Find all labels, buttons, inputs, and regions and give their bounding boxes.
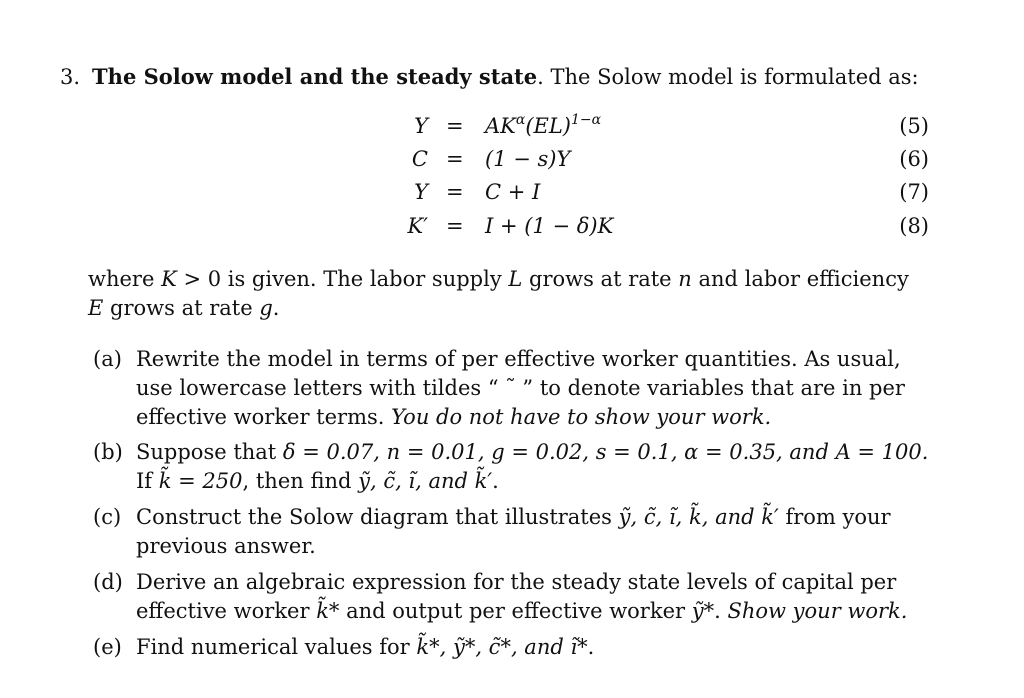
equation-7 (0, 180, 1024, 212)
equation-lhs: Y (414, 114, 428, 138)
equation-number: (5) (899, 114, 929, 138)
equation-number: (7) (899, 180, 929, 204)
equation-lhs: Y (414, 180, 428, 204)
problem-number: 3. (60, 65, 81, 89)
equation-rhs: C + I (485, 180, 541, 204)
equation-number: (6) (899, 147, 929, 171)
part-d (93, 568, 930, 626)
model-description: where K > 0 is given. The labor supply L grows at rate n and labor efficiency E grows at rate g. (88, 267, 909, 320)
part-label: (c) (93, 505, 122, 529)
part-b (93, 438, 930, 496)
equation-rhs: $AK^\alpha(EL)^{1-\alpha}$ (485, 112, 602, 138)
equation-lhs: K′ (407, 214, 428, 238)
equals-sign: = (446, 180, 464, 204)
part-text: Find numerical values for k̃*, ỹ*, c̃*, and ı̃*. (136, 635, 595, 659)
part-e (93, 633, 930, 662)
equals-sign: = (446, 214, 464, 238)
equation-6 (0, 147, 1024, 179)
equation-8 (0, 214, 1024, 246)
problem-heading (60, 62, 919, 92)
part-label: (b) (93, 440, 123, 464)
part-c (93, 503, 930, 561)
part-text: Derive an algebraic expression for the steady state levels of capital per effective worker k̃* and output per effective worker ỹ*. Show your work. (136, 570, 908, 623)
equation-rhs: (1 − s)Y (485, 147, 571, 171)
part-text: Suppose that δ = 0.07, n = 0.01, g = 0.02, s = 0.1, α = 0.35, and A = 100. If k̃ = 250, then find ỹ, c̃, ı̃, and k̃′. (136, 440, 929, 493)
part-text: Construct the Solow diagram that illustrates ỹ, c̃, ı̃, k̃, and k̃′ from your previous answer. (136, 505, 891, 558)
equation-lhs: C (411, 147, 428, 171)
part-label: (d) (93, 570, 123, 594)
equation-number: (8) (899, 214, 929, 238)
part-a (93, 345, 930, 432)
equation-5 (0, 114, 1024, 146)
equals-sign: = (446, 114, 464, 138)
problem-title: The Solow model and the steady state (92, 64, 538, 89)
equation-rhs: I + (1 − δ)K (485, 214, 614, 238)
equals-sign: = (446, 147, 464, 171)
problem-intro: . The Solow model is formulated as: (537, 65, 919, 89)
part-text: Rewrite the model in terms of per effective worker quantities. As usual, use lowercase letters with tildes “ ˜ ” to denote variables that are in per effective worker terms. You do not have to show your work. (136, 347, 905, 429)
part-label: (a) (93, 347, 122, 371)
part-label: (e) (93, 635, 122, 659)
